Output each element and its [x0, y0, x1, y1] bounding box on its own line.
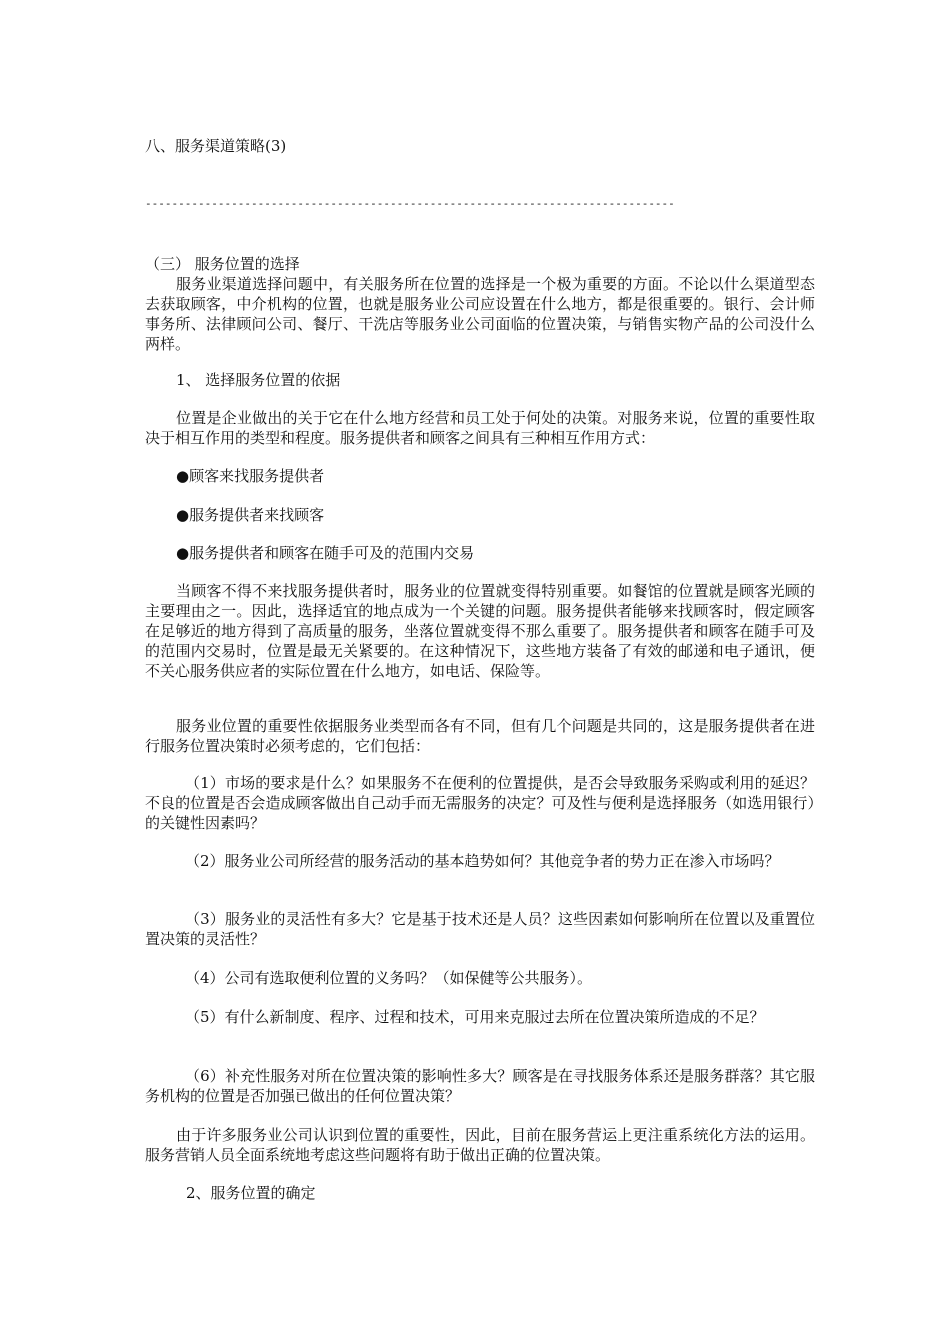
question-3: （3）服务业的灵活性有多大？它是基于技术还是人员？这些因素如何影响所在位置以及重置位置决策的灵活性？ [145, 910, 815, 948]
question-2: （2）服务业公司所经营的服务活动的基本趋势如何？其他竞争者的势力正在渗入市场吗？ [185, 852, 780, 870]
customer-interaction-paragraph: 当顾客不得不来找服务提供者时，服务业的位置就变得特别重要。如餐馆的位置就是顾客光顾的主要理由之一。因此，选择适宜的地点成为一个关键的问题。服务提供者能够来找顾客时，假定顾客在足够近的地方得到了高质量的服务，坐落位置就变得不那么重要了。服务提供者和顾客在随手可及的范围内交易时，位置是最无关紧要的。在这种情况下，这些地方装备了有效的邮递和电子通讯，便不关心服务供应者的实际位置在什么地方，如电话、保险等。 [145, 582, 815, 680]
question-1: （1）市场的要求是什么？如果服务不在便利的位置提供，是否会导致服务采购或利用的延迟？不良的位置是否会造成顾客做出自己动手而无需服务的决定？可及性与便利是选择服务（如选用银行）的关键性因素吗？ [145, 774, 815, 832]
bullet-item-3: ●服务提供者和顾客在随手可及的范围内交易 [176, 544, 475, 562]
question-4: （4）公司有选取便利位置的义务吗？（如保健等公共服务）。 [185, 969, 593, 987]
section-heading: （三） 服务位置的选择 [145, 255, 300, 273]
bullet-item-2: ●服务提供者来找顾客 [176, 506, 325, 524]
subsection-1-paragraph: 位置是企业做出的关于它在什么地方经营和员工处于何处的决策。对服务来说，位置的重要性取决于相互作用的类型和程度。服务提供者和顾客之间具有三种相互作用方式： [145, 409, 815, 447]
document-title: 八、服务渠道策略(3) [145, 137, 287, 155]
subsection-2-heading: 2、服务位置的确定 [186, 1184, 316, 1202]
separator-line: -------------------------------------------------------------------------------- [145, 197, 675, 210]
bullet-item-1: ●顾客来找服务提供者 [176, 467, 325, 485]
conclusion-paragraph: 由于许多服务业公司认识到位置的重要性，因此，目前在服务营运上更注重系统化方法的运用。服务营销人员全面系统地考虑这些问题将有助于做出正确的位置决策。 [145, 1126, 815, 1164]
question-6: （6）补充性服务对所在位置决策的影响性多大？顾客是在寻找服务体系还是服务群落？其它服务机构的位置是否加强已做出的任何位置决策？ [145, 1067, 815, 1105]
importance-paragraph: 服务业位置的重要性依据服务业类型而各有不同，但有几个问题是共同的，这是服务提供者在进行服务位置决策时必须考虑的，它们包括： [145, 717, 815, 755]
question-5: （5）有什么新制度、程序、过程和技术，可用来克服过去所在位置决策所造成的不足？ [185, 1008, 765, 1026]
subsection-1-heading: 1、 选择服务位置的依据 [176, 371, 341, 389]
intro-paragraph: 服务业渠道选择问题中，有关服务所在位置的选择是一个极为重要的方面。不论以什么渠道型态去获取顾客，中介机构的位置，也就是服务业公司应设置在什么地方，都是很重要的。银行、会计师事务所、法律顾问公司、餐厅、干洗店等服务业公司面临的位置决策，与销售实物产品的公司没什么两样。 [145, 275, 815, 353]
